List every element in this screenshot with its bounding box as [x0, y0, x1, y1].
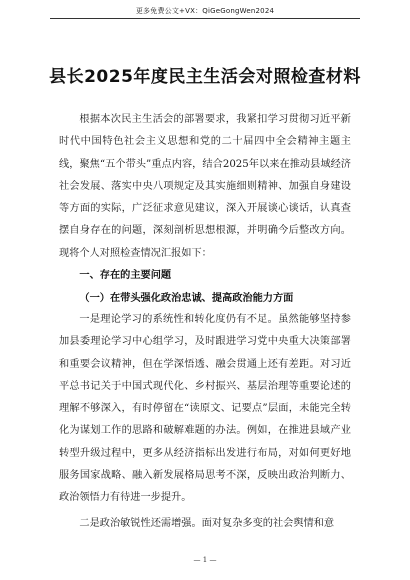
intro-paragraph: 根据本次民主生活会的部署要求，我紧扣学习贯彻习近平新时代中国特色社会主义思想和党的二十届四中全会精神主题主线，聚焦“五个带头”重点内容，结合2025年以来在推动县域经济社会发展、落实中央八项规定及其实施细则精神、加强自身建设等方面的实际，广泛征求意见建议，深入开展谈心谈话，认真查摆自身存在的问题，深刻剖析思想根源，并明确今后整改方向。现将个人对照检查情况汇报如下： [59, 114, 351, 259]
document-title: 县长2025年度民主生活会对照检查材料 [49, 67, 361, 87]
header-note: 更多免费公文+VX：QiGeGongWen2024 [135, 7, 275, 15]
body-paragraph-1: 一是理论学习的系统性和转化度仍有不足。虽然能够坚持参加县委理论学习中心组学习，及时跟进学习党中央重大决策部署和重要会议精神，但在学深悟透、融会贯通上还有差距。对习近平总书记关于中国式现代化、乡村振兴、基层治理等重要论述的理解不够深入，有时停留在“读原文、记要点”层面，未能完全转化为谋划工作的思路和破解难题的办法。例如，在推进县域产业转型升级过程中，更多从经济指标出发进行布局，对如何更好地服务国家战略、融入新发展格局思考不深，反映出政治判断力、政治领悟力有待进一步提升。 [59, 314, 351, 504]
subsection-heading: （一）在带头强化政治忠诚、提高政治能力方面 [79, 292, 294, 304]
section-heading: 一、存在的主要问题 [79, 270, 172, 281]
page-number: — 1 — [193, 556, 217, 564]
body-paragraph-2: 二是政治敏锐性还需增强。面对复杂多变的社会舆情和意 [79, 518, 335, 529]
header-divider [50, 18, 360, 19]
